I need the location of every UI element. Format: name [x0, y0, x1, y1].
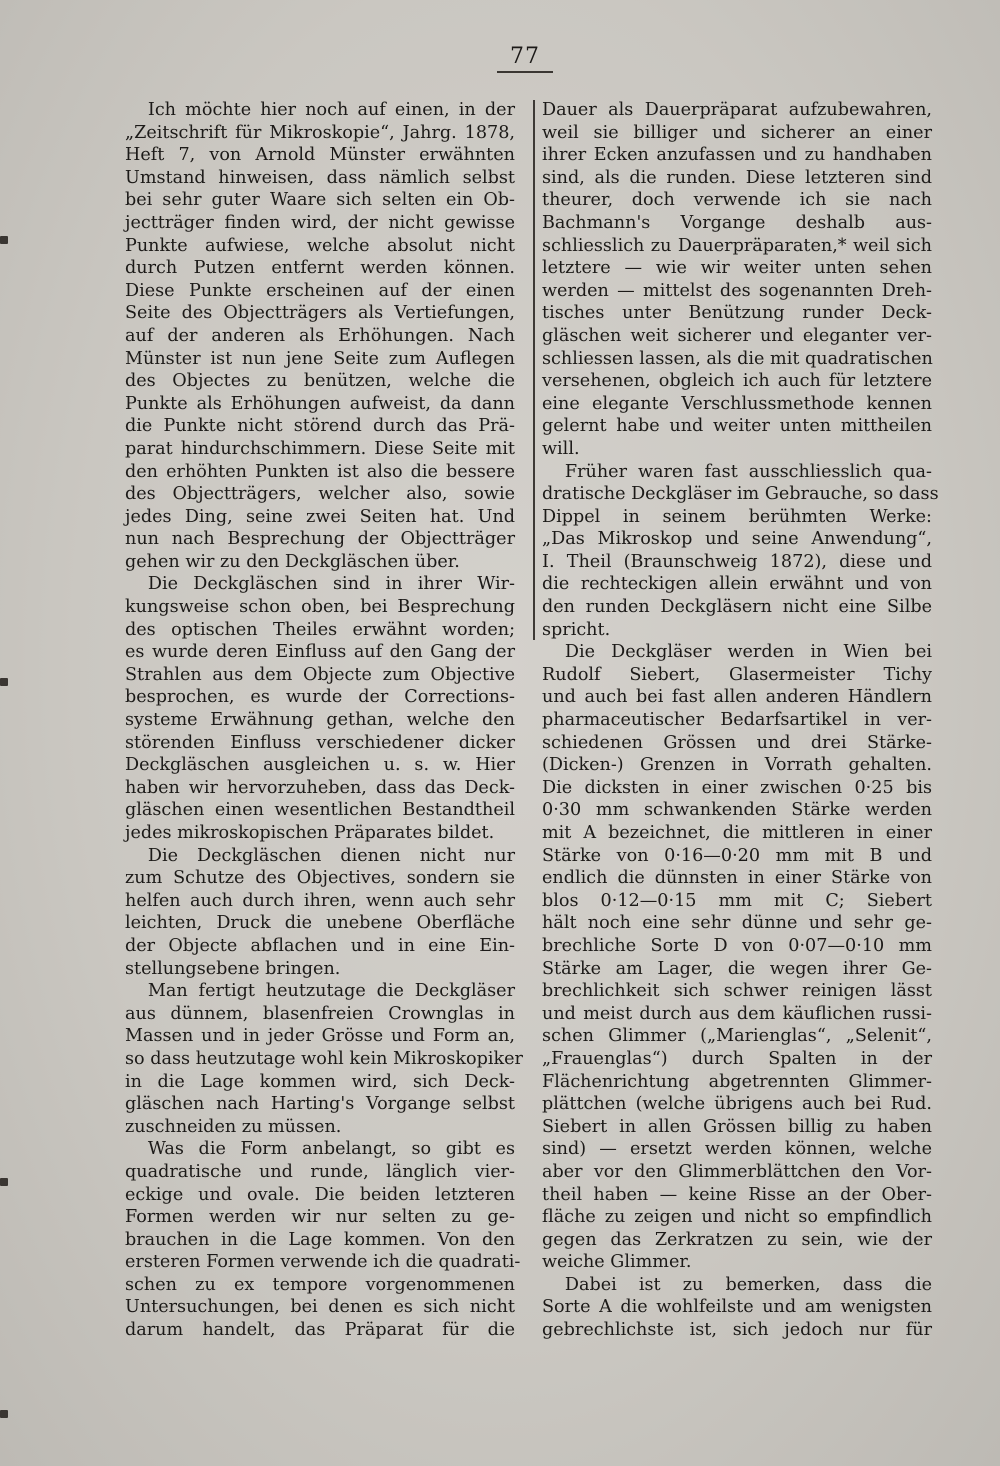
- text-line: mit A bezeichnet, die mittleren in einer: [542, 823, 932, 843]
- text-line: Dippel in seinem berühmten Werke:: [542, 506, 932, 527]
- paragraph: [542, 641, 932, 1274]
- text-line: schliesslich zu Dauerpräparaten,* weil sich: [542, 235, 932, 256]
- text-line: ihrer Ecken anzufassen und zu handhaben: [542, 145, 932, 166]
- text-line: Früher waren fast ausschliesslich qua-: [564, 461, 932, 482]
- text-line: Formen werden wir nur selten zu ge-: [125, 1207, 515, 1228]
- text-line: störenden Einfluss verschiedener dicker: [125, 732, 515, 753]
- text-line: bei sehr guter Waare sich selten ein Ob-: [125, 190, 515, 211]
- text-line: es wurde deren Einfluss auf den Gang der: [125, 642, 515, 663]
- page-number: 77: [510, 44, 540, 69]
- text-line: durch Putzen entfernt werden können.: [125, 258, 515, 279]
- text-line: so dass heutzutage wohl kein Mikroskopiker: [125, 1048, 523, 1069]
- text-line: „Das Mikroskop und seine Anwendung“,: [542, 529, 932, 550]
- text-line: Strahlen aus dem Objecte zum Objective: [125, 664, 515, 685]
- text-line: Man fertigt heutzutage die Deckgläser: [147, 981, 515, 1002]
- text-line: Umstand hinweisen, dass nämlich selbst: [125, 167, 515, 188]
- margin-mark: [0, 236, 8, 244]
- paragraph: [125, 1138, 521, 1341]
- text-line: Stärke am Lager, die wegen ihrer Ge-: [542, 958, 932, 979]
- text-line: aus dünnem, blasenfreien Crownglas in: [125, 1003, 515, 1024]
- text-line: kungsweise schon oben, bei Besprechung: [125, 597, 515, 618]
- text-line: Die dicksten in einer zwischen 0·25 bis: [542, 777, 932, 798]
- text-line: der Objecte abflachen und in eine Ein-: [125, 935, 515, 956]
- text-line: stellungsebene bringen.: [125, 958, 341, 979]
- text-line: endlich die dünnsten in einer Stärke von: [542, 868, 932, 889]
- text-line: Massen und in jeder Grösse und Form an,: [125, 1026, 515, 1047]
- text-line: Seite des Objectträgers als Vertiefungen,: [125, 303, 515, 324]
- text-line: gelernt habe und weiter unten mittheilen: [542, 416, 932, 437]
- text-line: sind) — ersetzt werden können, welche: [542, 1139, 932, 1160]
- text-line: brechliche Sorte D von 0·07—0·10 mm: [542, 935, 932, 956]
- text-line: Was die Form anbelangt, so gibt es: [147, 1139, 515, 1160]
- margin-mark: [0, 678, 8, 686]
- left-column: [125, 99, 523, 1342]
- text-line: eine elegante Verschlussmethode kennen: [542, 393, 932, 414]
- text-line: werden — mittelst des sogenannten Dreh-: [542, 280, 932, 301]
- text-line: jedes mikroskopischen Präparates bildet.: [125, 823, 495, 843]
- text-line: leichten, Druck die unebene Oberfläche: [125, 913, 515, 934]
- text-line: gläschen weit sicherer und eleganter ver-: [542, 325, 932, 346]
- text-line: schen Glimmer („Marienglas“, „Selenit“,: [542, 1026, 932, 1047]
- text-line: zuschneiden zu müssen.: [125, 1116, 342, 1137]
- margin-mark: [0, 1410, 8, 1418]
- text-line: schliessen lassen, als die mit quadratischen: [542, 348, 933, 369]
- paragraph: [125, 99, 515, 573]
- text-line: gläschen nach Harting's Vorgange selbst: [125, 1094, 515, 1115]
- text-line: darum handelt, das Präparat für die: [125, 1320, 515, 1341]
- text-line: helfen auch durch ihren, wenn auch sehr: [125, 890, 515, 911]
- text-line: eckige und ovale. Die beiden letzteren: [125, 1184, 515, 1205]
- text-line: hält noch eine sehr dünne und sehr ge-: [542, 913, 932, 934]
- text-line: den erhöhten Punkten ist also die bessere: [125, 461, 515, 482]
- text-line: auf der anderen als Erhöhungen. Nach: [125, 325, 515, 346]
- text-line: schiedenen Grössen und drei Stärke-: [542, 732, 932, 753]
- text-line: Die Deckgläser werden in Wien bei: [564, 642, 932, 663]
- text-line: Dauer als Dauerpräparat aufzubewahren,: [542, 100, 932, 120]
- text-line: brauchen in die Lage kommen. Von den: [125, 1229, 515, 1250]
- paragraph: [125, 573, 515, 844]
- text-line: gegen das Zerkratzen zu sein, wie der: [542, 1229, 932, 1250]
- text-line: des Objectträgers, welcher also, sowie: [125, 484, 515, 505]
- text-line: will.: [542, 438, 580, 459]
- text-line: spricht.: [542, 619, 611, 640]
- text-line: Münster ist nun jene Seite zum Auflegen: [125, 348, 515, 369]
- right-column: [542, 99, 939, 1342]
- text-line: gläschen einen wesentlichen Bestandtheil: [125, 800, 515, 821]
- text-line: des optischen Theiles erwähnt worden;: [125, 619, 515, 640]
- text-line: theurer, doch verwende ich sie nach: [542, 190, 932, 211]
- text-line: Dabei ist zu bemerken, dass die: [564, 1274, 932, 1295]
- text-line: aber vor den Glimmerblättchen den Vor-: [542, 1161, 932, 1182]
- text-line: theil haben — keine Risse an der Ober-: [542, 1184, 932, 1205]
- text-line: in die Lage kommen wird, sich Deck-: [125, 1071, 515, 1092]
- text-line: besprochen, es wurde der Corrections-: [125, 687, 515, 708]
- text-line: ersteren Formen verwende ich die quadrati-: [125, 1252, 521, 1273]
- text-line: brechlichkeit sich schwer reinigen lässt: [542, 981, 932, 1002]
- text-line: zum Schutze des Objectives, sondern sie: [125, 868, 515, 889]
- text-line: Ich möchte hier noch auf einen, in der: [147, 100, 515, 120]
- text-line: Heft 7, von Arnold Münster erwähnten: [125, 145, 515, 166]
- text-line: Siebert in allen Grössen billig zu haben: [542, 1116, 932, 1137]
- text-line: versehenen, obgleich ich auch für letztere: [542, 371, 932, 392]
- text-line: und meist durch aus dem käuflichen russi-: [542, 1003, 932, 1024]
- page-number-rule: [497, 71, 553, 73]
- paragraph: [542, 99, 932, 461]
- text-line: „Frauenglas“) durch Spalten in der: [542, 1048, 932, 1069]
- text-line: des Objectes zu benützen, welche die: [125, 371, 515, 392]
- text-line: schen zu ex tempore vorgenommenen: [125, 1274, 515, 1295]
- text-line: blos 0·12—0·15 mm mit C; Siebert: [542, 890, 932, 911]
- text-line: pharmaceutischer Bedarfsartikel in ver-: [542, 710, 932, 731]
- paragraph: [542, 1274, 932, 1342]
- text-line: parat hindurchschimmern. Diese Seite mit: [125, 438, 515, 459]
- text-line: Diese Punkte erscheinen auf der einen: [125, 280, 515, 301]
- text-line: Untersuchungen, bei denen es sich nicht: [125, 1297, 515, 1318]
- text-line: und auch bei fast allen anderen Händlern: [542, 687, 932, 708]
- text-line: Stärke von 0·16—0·20 mm mit B und: [542, 845, 932, 866]
- text-line: jectträger finden wird, der nicht gewisse: [125, 212, 515, 233]
- text-line: dratische Deckgläser im Gebrauche, so dass: [542, 484, 939, 505]
- text-line: Bachmann's Vorgange deshalb aus-: [542, 212, 932, 233]
- text-line: sind, als die runden. Diese letzteren sind: [542, 167, 932, 188]
- text-line: Punkte als Erhöhungen aufweist, da dann: [125, 393, 515, 414]
- text-line: Deckgläschen ausgleichen u. s. w. Hier: [125, 755, 515, 776]
- paragraph: [125, 980, 523, 1138]
- paragraph: [125, 845, 515, 981]
- margin-mark: [0, 1178, 8, 1186]
- text-line: Sorte A die wohlfeilste und am wenigsten: [542, 1297, 932, 1318]
- column-divider: [533, 100, 535, 640]
- text-line: Die Deckgläschen dienen nicht nur: [147, 845, 515, 866]
- text-line: 0·30 mm schwankenden Stärke werden: [542, 800, 932, 821]
- text-line: die Punkte nicht störend durch das Prä-: [125, 416, 515, 437]
- text-line: haben wir hervorzuheben, dass das Deck-: [125, 777, 515, 798]
- text-line: gebrechlichste ist, sich jedoch nur für: [542, 1320, 932, 1341]
- text-line: weiche Glimmer.: [542, 1252, 692, 1273]
- text-line: systeme Erwähnung gethan, welche den: [125, 710, 515, 731]
- text-line: plättchen (welche übrigens auch bei Rud.: [542, 1094, 932, 1115]
- text-line: den runden Deckgläsern nicht eine Silbe: [542, 597, 932, 618]
- text-line: (Dicken-) Grenzen in Vorrath gehalten.: [542, 755, 932, 776]
- text-line: letztere — wie wir weiter unten sehen: [542, 258, 932, 279]
- text-line: Punkte aufwiese, welche absolut nicht: [125, 235, 515, 256]
- text-line: tisches unter Benützung runder Deck-: [542, 303, 932, 324]
- text-line: quadratische und runde, länglich vier-: [125, 1161, 515, 1182]
- text-line: jedes Ding, seine zwei Seiten hat. Und: [125, 506, 515, 527]
- text-line: fläche zu zeigen und nicht so empfindlich: [542, 1207, 932, 1228]
- text-line: Flächenrichtung abgetrennten Glimmer-: [542, 1071, 932, 1092]
- text-line: I. Theil (Braunschweig 1872), diese und: [542, 551, 932, 572]
- text-line: „Zeitschrift für Mikroskopie“, Jahrg. 1878,: [125, 122, 515, 143]
- text-line: nun nach Besprechung der Objectträger: [125, 529, 515, 550]
- text-line: Rudolf Siebert, Glasermeister Tichy: [542, 664, 932, 685]
- text-line: die rechteckigen allein erwähnt und von: [542, 574, 932, 595]
- text-line: weil sie billiger und sicherer an einer: [542, 122, 932, 143]
- paragraph: [542, 461, 939, 642]
- text-line: Die Deckgläschen sind in ihrer Wir-: [147, 574, 515, 595]
- text-line: gehen wir zu den Deckgläschen über.: [125, 551, 460, 572]
